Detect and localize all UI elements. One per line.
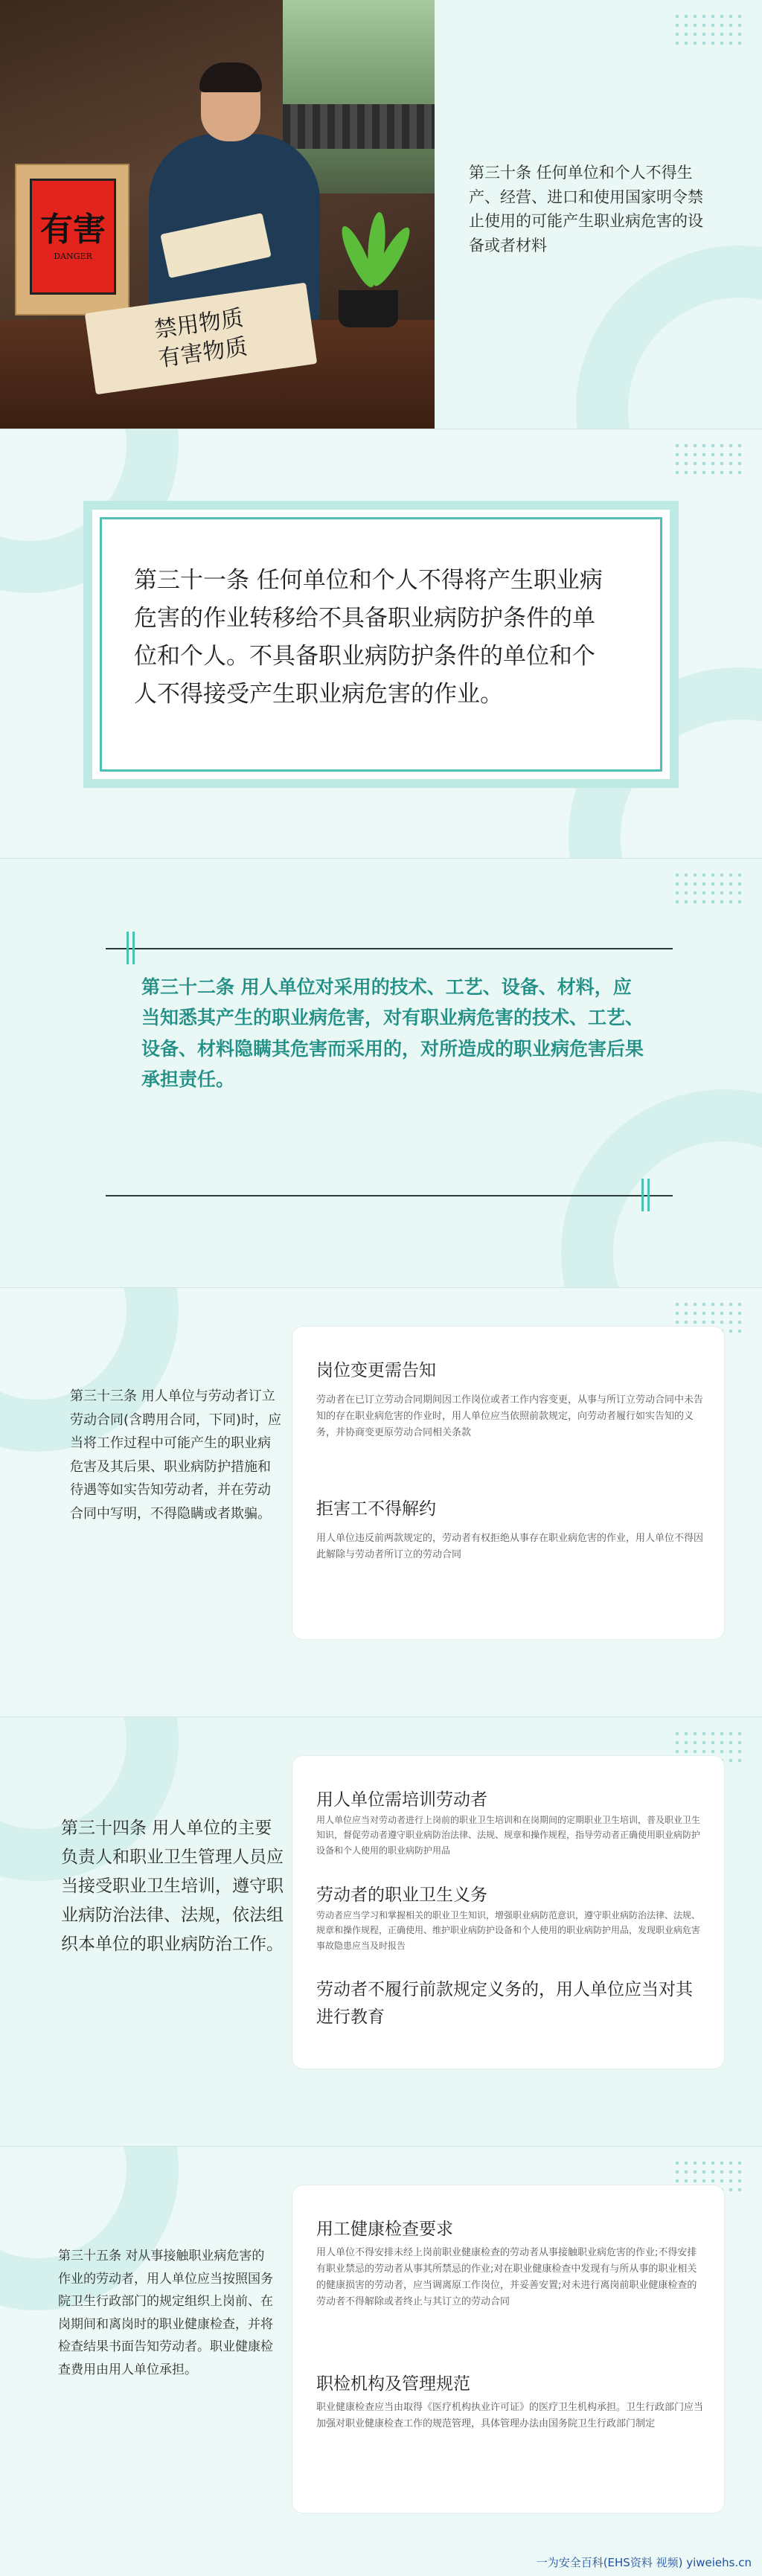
section-title: 劳动者不履行前款规定义务的，用人单位应当对其进行教育 [316,1980,693,2027]
paper-sign: 禁用物质 有害物质 [85,283,317,395]
article-text: 第三十三条 用人单位与劳动者订立劳动合同(含聘用合同，下同)时，应当将工作过程中可能产生的职业病危害及其后果、职业病防护措施和待遇等如实告知劳动者，并在劳动合同中写明，不得隐瞒或者欺骗。 [70,1388,282,1522]
section-body: 用人单位违反前两款规定的，劳动者有权拒绝从事存在职业病危害的作业，用人单位不得因此解除与劳动者所订立的劳动合同 [316,1533,704,1561]
hazard-label: 有害 DANGER [30,179,116,295]
man-hair [199,63,262,92]
section-title: 职检机构及管理规范 [316,2374,470,2394]
top-rule [106,948,673,949]
bottom-rule [106,1195,673,1196]
section-title: 劳动者的职业卫生义务 [316,1885,487,1905]
info-card [292,2185,724,2513]
section-body: 用人单位应当对劳动者进行上岗前的职业卫生培训和在岗期间的定期职业卫生培训，普及职业卫生知识，督促劳动者遵守职业病防治法律、法规、规章和操作规程，指导劳动者正确使用职业病防护设备和个人使用的职业病防护用品 [316,1815,701,1856]
top-marker [132,932,135,964]
slide-article-31 [0,429,762,859]
dot-pattern [673,441,744,477]
plant-pot [339,290,398,327]
slide-article-34 [0,1717,762,2147]
section-title: 拒害工不得解约 [316,1499,436,1519]
bottom-marker [647,1179,650,1211]
article-text: 第三十二条 用人单位对采用的技术、工艺、设备、材料，应当知悉其产生的职业病危害，对有职业病危害的技术、工艺、设备、材料隐瞒其危害而采用的，对所造成的职业病危害后果承担责任。 [141,976,644,1090]
info-card [292,1756,724,2069]
section-title: 岗位变更需告知 [316,1361,436,1380]
dot-pattern [673,871,744,906]
hazard-box [15,164,129,315]
top-marker [127,932,129,964]
article-text: 第三十一条 任何单位和个人不得将产生职业病危害的作业转移给不具备职业病防护条件的单位和个人。不具备职业病防护条件的单位和个人不得接受产生职业病危害的作业。 [134,567,603,708]
article-text: 第三十五条 对从事接触职业病危害的作业的劳动者，用人单位应当按照国务院卫生行政部门的规定组织上岗前、在岗期间和离岗时的职业健康检查，并将检查结果书面告知劳动者。职业健康检查费用由用人单位承担。 [58,2249,273,2377]
slide-article-30 [0,0,762,429]
decor-arc [561,1089,762,1288]
section-body: 劳动者应当学习和掌握相关的职业卫生知识，增强职业病防范意识，遵守职业病防治法律、法规、规章和操作规程，正确使用、维护职业病防护设备和个人使用的职业病防护用品，发现职业病危害事故隐患应当及时报告 [316,1910,701,1951]
section-body: 劳动者在已订立劳动合同期间因工作岗位或者工作内容变更，从事与所订立劳动合同中未告知的存在职业病危害的作业时，用人单位应当依照前款规定，向劳动者履行如实告知的义务，并协商变更原劳动合同相关条款 [316,1394,704,1439]
footer-watermark[interactable]: 一为安全百科(EHS资料 视频) yiweiehs.cn [536,2556,752,2569]
section-title: 用工健康检查要求 [316,2220,453,2239]
article-text: 第三十四条 用人单位的主要负责人和职业卫生管理人员应当接受职业卫生培训，遵守职业病防治法律、法规，依法组织本单位的职业病防治工作。 [61,1819,284,1955]
illustration-man-reading [0,0,435,429]
article-text: 第三十条 任何单位和个人不得生产、经营、进口和使用国家明令禁止使用的可能产生职业病危害的设备或者材料 [469,164,703,254]
section-body: 用人单位不得安排未经上岗前职业健康检查的劳动者从事接触职业病危害的作业;不得安排有职业禁忌的劳动者从事其所禁忌的作业;对在职业健康检查中发现有与所从事的职业相关的健康损害的劳动者，应当调离原工作岗位，并妥善安置;对未进行离岗前职业健康检查的劳动者不得解除或者终止与其订立的劳动合同 [316,2247,697,2308]
text-frame [83,501,679,788]
slide-article-32 [0,859,762,1288]
roof-tiles [283,104,435,149]
section-title: 用人单位需培训劳动者 [316,1790,487,1810]
section-body: 职业健康检查应当由取得《医疗机构执业许可证》的医疗卫生机构承担。卫生行政部门应当加强对职业健康检查工作的规范管理，具体管理办法由国务院卫生行政部门制定 [316,2402,704,2430]
info-card [292,1327,724,1639]
bottom-marker [641,1179,644,1211]
slide-article-33 [0,1288,762,1717]
slide-article-35 [0,2147,762,2576]
decor-arc [576,246,762,429]
dot-pattern [673,12,744,48]
